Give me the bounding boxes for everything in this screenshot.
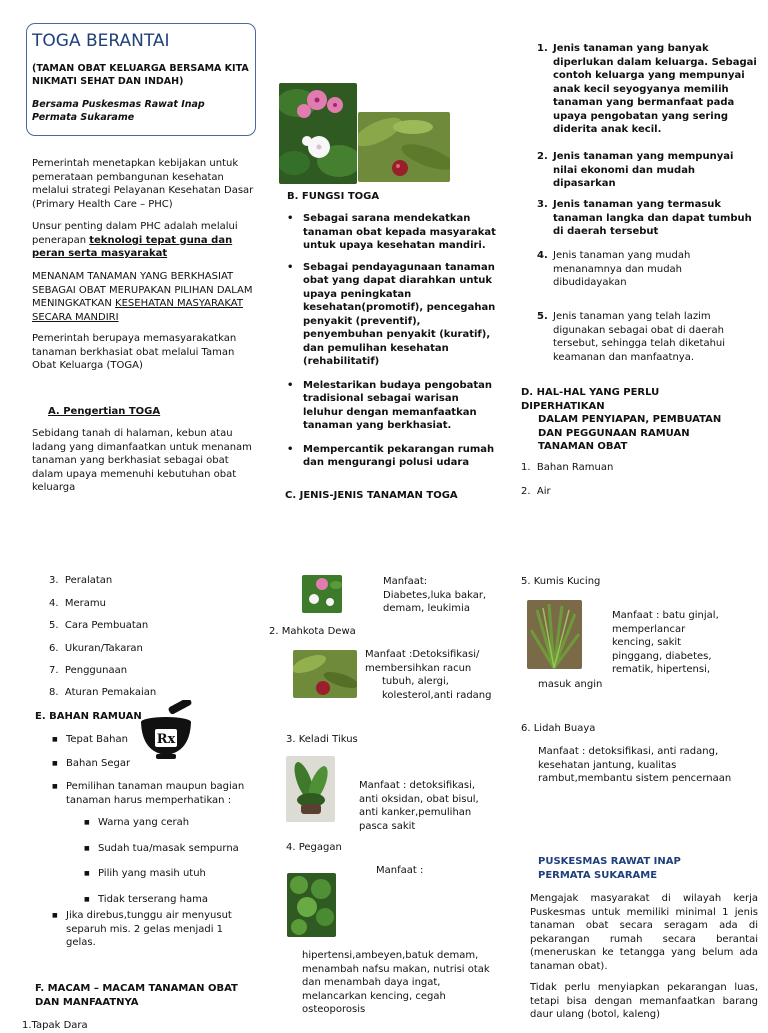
puskesmas-paragraph-2: Tidak perlu menyiapkan pekarangan luas, tetapi bisa dengan memanfaatkan barang daur ulang (botol, kaleng) [530, 982, 758, 1020]
d-item-number: 7. [49, 665, 59, 676]
puskesmas-paragraph-1: Mengajak masyarakat di wilayah kerja Puskesmas untuk memiliki minimal 1 jenis tanaman obat secara seragam ada di pekarangan rumah secara berantai (meneruskan ke tetangga yang belum ada tanaman obat). [530, 893, 758, 972]
d-item-text: Aturan Pemakaian [64, 687, 157, 698]
phc-emphasis: teknologi tepat guna dan peran serta masyarakat [32, 234, 233, 259]
pegagan-title: 4. Pegagan [286, 842, 342, 853]
d-item-number: 6. [49, 643, 59, 654]
section-d-heading: D. HAL-HAL YANG PERLU DIPERHATIKAN [521, 387, 660, 412]
d-item-text: Air [536, 486, 551, 497]
page-tagline: Bersama Puskesmas Rawat Inap Permata Sukarame [32, 99, 205, 123]
kriteria-number: 1. [537, 43, 548, 54]
toga-paragraph: Pemerintah berupaya memasyarakatkan tanaman berkhasiat obat melalui Taman Obat Keluarga (TOGA) [32, 333, 237, 371]
tapak-dara-photo [279, 83, 357, 184]
pegagan-manfaat-label: Manfaat : [376, 865, 424, 876]
lidah-buaya-title: 6. Lidah Buaya [521, 723, 596, 734]
bahan-item: ■ Tepat Bahan [48, 733, 248, 747]
rx-label: Rx [156, 732, 176, 747]
bahan-sub-item: ■ Sudah tua/masak sempurna [80, 842, 260, 856]
phc-text: Unsur penting dalam PHC adalah melalui penerapan [32, 221, 238, 246]
kumis-kucing-manfaat: Manfaat : batu ginjal, memperlancar kencing, sakit pinggang, diabetes, rematik, hipertensi, [612, 610, 719, 675]
bahan-list-extra [48, 909, 248, 950]
kriteria-text: Jenis tanaman yang mempunyai nilai ekonomi dan mudah dipasarkan [553, 151, 734, 189]
kriteria-number: 2. [537, 151, 548, 162]
d-item [521, 485, 551, 499]
kriteria-number: 4. [537, 250, 548, 261]
section-f-heading: F. MACAM – MACAM TANAMAN OBAT DAN MANFAATNYA [35, 983, 238, 1008]
kriteria-text: Jenis tanaman yang mudah menanamnya dan mudah dibudidayakan [553, 250, 691, 288]
d-item [49, 664, 127, 678]
section-c-heading: C. JENIS-JENIS TANAMAN TOGA [285, 490, 458, 501]
menanam-text: MENANAM TANAMAN YANG BERKHASIAT SEBAGAI OBAT MERUPAKAN PILIHAN DALAM MENINGKATKAN [32, 271, 253, 309]
bahan-item: ■ Bahan Segar [48, 757, 248, 771]
kriteria-number: 3. [537, 199, 548, 210]
kumis-kucing-manfaat-2: masuk angin [538, 679, 603, 690]
kriteria-number: 5. [537, 311, 548, 322]
section-d-subheading: DALAM PENYIAPAN, PEMBUATAN DAN PEGGUNAAN RAMUAN TANAMAN OBAT [538, 414, 722, 452]
kriteria-text: Jenis tanaman yang termasuk tanaman langka dan dapat tumbuh di daerah tersebut [553, 199, 752, 237]
fungsi-item: • Sebagai sarana mendekatkan tanaman obat kepada masyarakat untuk upaya kesehatan mandiri. [285, 212, 497, 253]
kumis-kucing-thumb [527, 600, 582, 669]
d-item [49, 619, 148, 633]
lidah-buaya-manfaat: Manfaat : detoksifikasi, anti radang, kesehatan jantung, kualitas rambut,membantu sistem pencernaan [538, 746, 732, 784]
pegagan-thumb [287, 873, 336, 937]
mahkota-dewa-manfaat-2: tubuh, alergi, kolesterol,anti radang [382, 676, 492, 701]
keladi-tikus-thumb [286, 756, 335, 822]
d-item [49, 686, 156, 700]
d-item-number: 2. [521, 486, 531, 497]
intro-paragraph: Pemerintah menetapkan kebijakan untuk pemerataan pembangunan kesehatan melalui strategi Pelayanan Kesehatan Dasar (Primary Health Care – PHC) [32, 158, 254, 210]
fungsi-item: • Melestarikan budaya pengobatan tradisional sebagai warisan leluhur dengan memanfaatkan tanaman yang berkhasiat. [285, 379, 497, 433]
fungsi-item: • Sebagai pendayagunaan tanaman obat yang dapat diarahkan untuk upaya peningkatan kesehatan(promotif), pencegahan penyakit (preventif), penyembuhan penyakit (kuratif), dan pemulihan kesehatan (rehabilitatif) [285, 261, 497, 369]
page-subtitle: (TAMAN OBAT KELUARGA BERSAMA KITA NIKMATI SEHAT DAN INDAH) [32, 63, 249, 87]
d-item [49, 574, 112, 588]
keladi-tikus-title: 3. Keladi Tikus [286, 734, 358, 745]
phc-paragraph [32, 220, 257, 261]
d-item-number: 8. [49, 687, 59, 698]
kriteria-text: Jenis tanaman yang telah lazim digunakan sebagai obat di daerah tersebut, sehingga telah diketahui keamanan dan manfaatnya. [553, 311, 726, 363]
bahan-sub-item: ■ Tidak terserang hama [80, 893, 260, 907]
tapak-dara-manfaat: Manfaat: Diabetes,luka bakar, demam, leukimia [383, 576, 487, 614]
keladi-tikus-manfaat: Manfaat : detoksifikasi, anti oksidan, obat bisul, anti kanker,pemulihan pasca sakit [359, 780, 479, 832]
pegagan-manfaat: hipertensi,ambeyen,batuk demam, menambah nafsu makan, nutrisi otak dan menambah daya ingat, melancarkan kencing, cegah osteoporosis [302, 950, 490, 1015]
kumis-kucing-title: 5. Kumis Kucing [521, 576, 601, 587]
kriteria-text: Jenis tanaman yang banyak diperlukan dalam keluarga. Sebagai contoh keluarga yang mempunyai anak kecil seyogyanya memilih tanaman yang bermanfaat pada upaya pengobatan yang sering diderita anak kecil. [553, 43, 757, 135]
bahan-item: ■ Jika direbus,tunggu air menyusut separuh mis. 2 gelas menjadi 1 gelas. [48, 909, 248, 950]
tapak-dara-title: 1.Tapak Dara [22, 1020, 88, 1031]
menanam-emphasis: KESEHATAN MASYARAKAT SECARA MANDIRI [32, 298, 243, 323]
d-item-text: Bahan Ramuan [536, 462, 614, 473]
puskesmas-heading: PUSKESMAS RAWAT INAP PERMATA SUKARAME [538, 856, 681, 881]
mahkota-dewa-photo [358, 112, 450, 182]
kriteria-item-1 [537, 42, 757, 137]
d-item-text: Meramu [64, 598, 107, 609]
bahan-sub-item: ■ Pilih yang masih utuh [80, 867, 260, 881]
section-b-heading: B. FUNGSI TOGA [287, 191, 380, 202]
d-item-text: Peralatan [64, 575, 113, 586]
section-e-heading: E. BAHAN RAMUAN [35, 711, 142, 722]
section-a-definition: Sebidang tanah di halaman, kebun atau ladang yang dimanfaatkan untuk menanam tanaman yang berkhasiat sebagai obat dalam upaya memenuhi kebutuhan obat keluarga [32, 428, 252, 493]
tapak-dara-thumb [302, 575, 342, 613]
bahan-item: ■ Pemilihan tanaman maupun bagian tanaman harus memperhatikan : [48, 780, 248, 807]
bahan-list [48, 733, 248, 807]
d-item-number: 5. [49, 620, 59, 631]
d-item-number: 3. [49, 575, 59, 586]
bahan-sub-list [80, 816, 260, 906]
d-item-text: Ukuran/Takaran [64, 643, 143, 654]
d-item-number: 1. [521, 462, 531, 473]
kriteria-item-2 [537, 150, 757, 191]
bahan-sub-item: ■ Warna yang cerah [80, 816, 260, 830]
mahkota-dewa-title: 2. Mahkota Dewa [269, 626, 356, 637]
d-item [49, 597, 106, 611]
section-a-heading: A. Pengertian TOGA [48, 406, 161, 417]
d-item [49, 642, 143, 656]
d-item-text: Penggunaan [64, 665, 128, 676]
fungsi-list [285, 212, 497, 470]
page-title: TOGA BERANTAI [32, 31, 170, 51]
mahkota-dewa-thumb [293, 650, 357, 698]
mahkota-dewa-manfaat: Manfaat :Detoksifikasi/ membersihkan racun [365, 649, 480, 674]
kriteria-item-3 [537, 198, 757, 239]
d-item [521, 461, 613, 475]
kriteria-item-4 [537, 249, 757, 290]
fungsi-item: • Mempercantik pekarangan rumah dan mengurangi polusi udara [285, 443, 497, 470]
d-item-number: 4. [49, 598, 59, 609]
menanam-paragraph [32, 270, 257, 324]
d-item-text: Cara Pembuatan [64, 620, 149, 631]
kriteria-item-5 [537, 310, 757, 364]
